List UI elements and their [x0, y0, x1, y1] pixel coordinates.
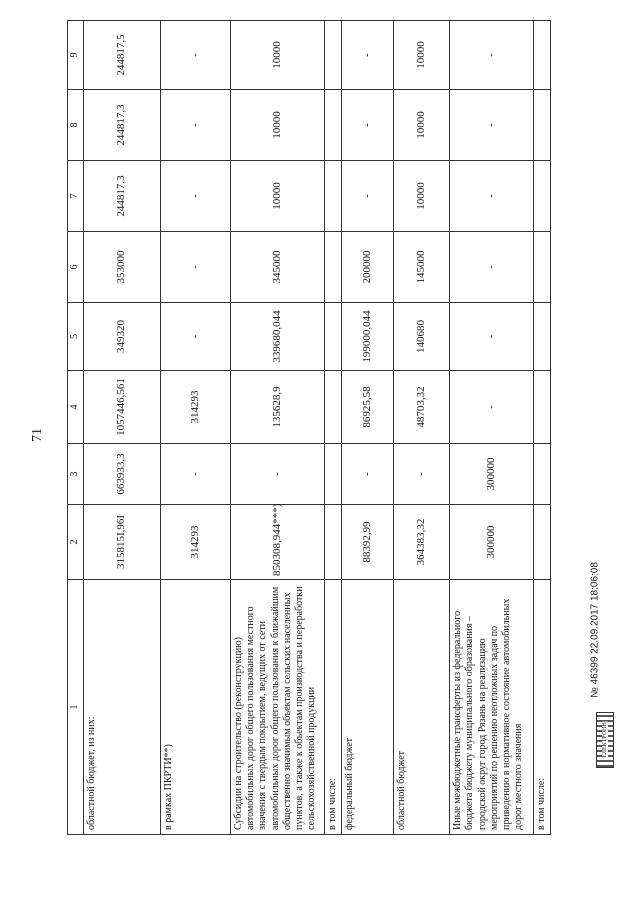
value-cell: 349320	[84, 303, 161, 371]
value-cell: -	[450, 371, 534, 444]
rotated-table-frame	[67, 21, 548, 835]
header-row	[68, 21, 84, 835]
value-cell: 140680	[394, 303, 450, 371]
table-row	[394, 21, 450, 835]
header-cell: 1	[68, 580, 84, 835]
row-label: в том числе:	[534, 580, 551, 835]
value-cell: -	[231, 444, 325, 505]
value-cell: -	[450, 21, 534, 90]
table-row	[534, 21, 551, 835]
value-cell: 345000	[231, 232, 325, 303]
value-cell: -	[450, 303, 534, 371]
value-cell	[325, 21, 342, 90]
value-cell	[534, 21, 551, 90]
header-cell: 8	[68, 90, 84, 161]
table-row	[231, 21, 325, 835]
value-cell: -	[161, 303, 231, 371]
header-cell: 7	[68, 161, 84, 232]
value-cell: -	[450, 232, 534, 303]
value-cell: 364383,32	[394, 505, 450, 580]
value-cell: 314293	[161, 371, 231, 444]
value-cell	[534, 232, 551, 303]
value-cell	[325, 90, 342, 161]
value-cell: 48703,32	[394, 371, 450, 444]
value-cell	[325, 444, 342, 505]
value-cell: -	[161, 161, 231, 232]
value-cell: 315815I,96I	[84, 505, 161, 580]
value-cell: 200000	[342, 232, 394, 303]
value-cell	[325, 505, 342, 580]
header-cell: 5	[68, 303, 84, 371]
value-cell: 850308,944***)	[231, 505, 325, 580]
value-cell: 10000	[394, 161, 450, 232]
table-container	[67, 21, 548, 835]
table-row	[84, 21, 161, 835]
row-label: в рамках ПКРТИ**)	[161, 580, 231, 835]
value-cell: -	[342, 444, 394, 505]
value-cell: 10000	[394, 90, 450, 161]
table-row	[161, 21, 231, 835]
value-cell: 10000	[394, 21, 450, 90]
value-cell	[534, 90, 551, 161]
row-label: областной бюджет, из них:	[84, 580, 161, 835]
value-cell: 135628,9	[231, 371, 325, 444]
value-cell: 10000	[231, 21, 325, 90]
value-cell: 300000	[450, 444, 534, 505]
value-cell: -	[450, 161, 534, 232]
value-cell: -	[161, 21, 231, 90]
value-cell: 300000	[450, 505, 534, 580]
value-cell: 10000	[231, 90, 325, 161]
header-cell: 9	[68, 21, 84, 90]
value-cell	[534, 505, 551, 580]
value-cell: 244817,3	[84, 161, 161, 232]
value-cell: 353000	[84, 232, 161, 303]
value-cell: -	[342, 90, 394, 161]
stamp-logo-text: ЕЛЕКТРОНН	[602, 722, 608, 758]
page-number: 71	[30, 428, 45, 442]
value-cell	[534, 371, 551, 444]
value-cell: -	[342, 161, 394, 232]
value-cell	[325, 303, 342, 371]
table-row	[325, 21, 342, 835]
value-cell: 314293	[161, 505, 231, 580]
value-cell	[534, 444, 551, 505]
value-cell	[534, 161, 551, 232]
value-cell: 10000	[231, 161, 325, 232]
value-cell: 199000,044	[342, 303, 394, 371]
value-cell: -	[450, 90, 534, 161]
row-label: Субсидии на строительство (реконструкцию) автомобильных дорог общего пользования местного значения с твердым покрытием, ведущих от сети автомобильных дорог общего пользования к ближайшим общественно значимым объектам сельских населенных пунктов, а также к объектам производства и переработки сельскохозяйственной продукции	[231, 580, 325, 835]
value-cell: -	[342, 21, 394, 90]
value-cell: 1057446,561	[84, 371, 161, 444]
stamp-logo	[596, 712, 614, 768]
value-cell: 88392,99	[342, 505, 394, 580]
budget-table	[67, 20, 551, 835]
value-cell: 339680,044	[231, 303, 325, 371]
header-cell: 6	[68, 232, 84, 303]
header-cell: 4	[68, 371, 84, 444]
value-cell: -	[161, 444, 231, 505]
row-label: федеральный бюджет	[342, 580, 394, 835]
value-cell: -	[394, 444, 450, 505]
value-cell: 663933,3	[84, 444, 161, 505]
row-label: областной бюджет	[394, 580, 450, 835]
table-row	[342, 21, 394, 835]
value-cell: -	[161, 90, 231, 161]
value-cell: 244817,3	[84, 90, 161, 161]
value-cell	[325, 161, 342, 232]
value-cell: 244817,5	[84, 21, 161, 90]
value-cell: 145000	[394, 232, 450, 303]
header-cell: 3	[68, 444, 84, 505]
header-cell: 2	[68, 505, 84, 580]
value-cell	[325, 371, 342, 444]
value-cell	[325, 232, 342, 303]
row-label: в том числе:	[325, 580, 342, 835]
value-cell: -	[161, 232, 231, 303]
table-row	[450, 21, 534, 835]
value-cell	[534, 303, 551, 371]
registration-stamp: № 46399 22.09.2017 18:06:08	[589, 562, 601, 698]
value-cell: 86925,58	[342, 371, 394, 444]
row-label: Иные межбюджетные трансферты из федерального бюджета бюджету муниципального образования – городской округ город Рязань на реализацию мероприятий по решению неотложных задач по приведению в нормативное состояние автомобильных дорог местного значения	[450, 580, 534, 835]
